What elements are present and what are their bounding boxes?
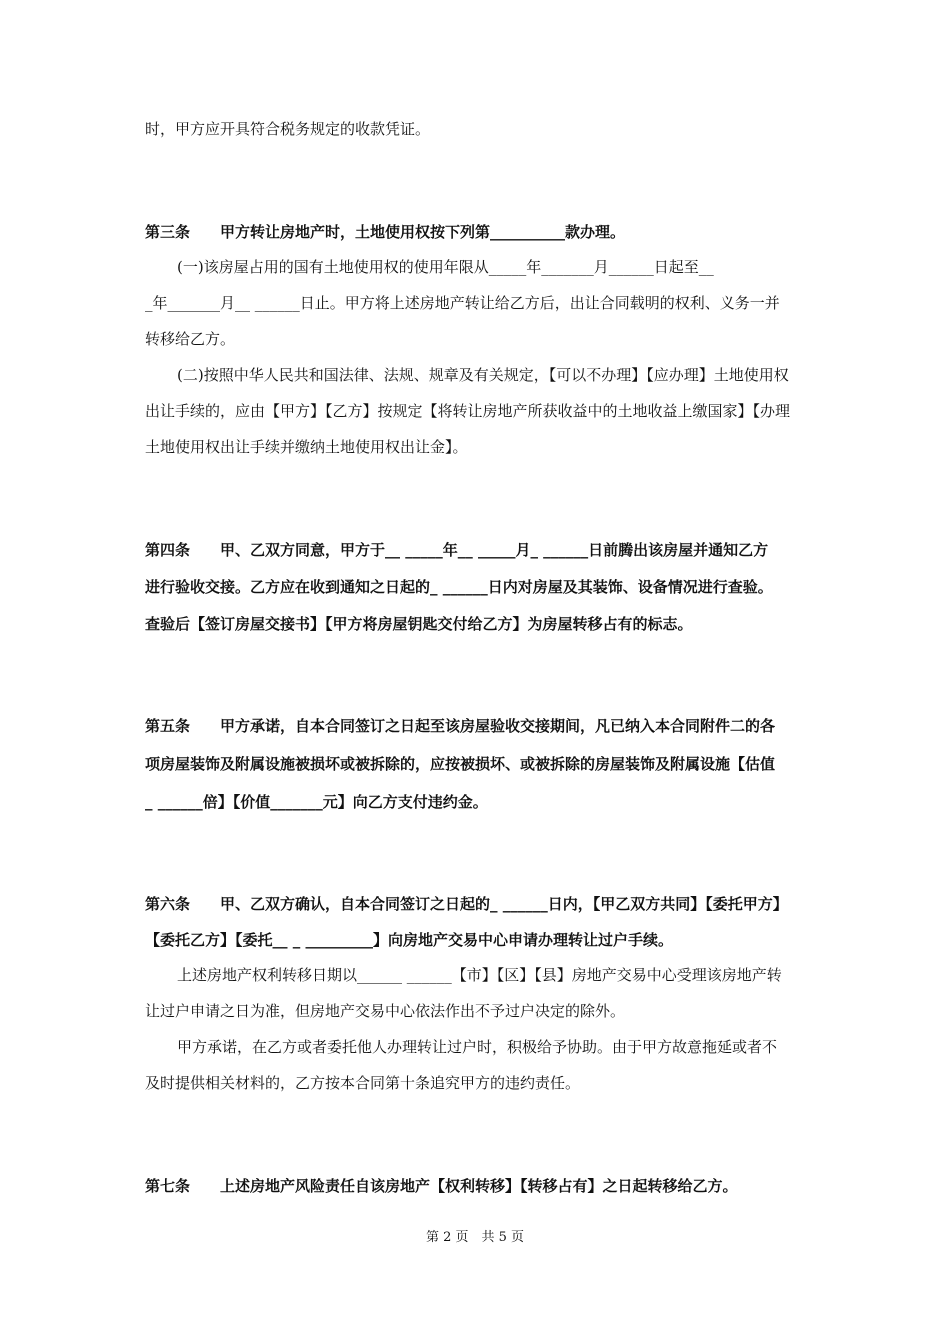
article-5-line-2: 项房屋装饰及附属设施被损坏或被拆除的，应按被损坏、或被拆除的房屋装饰及附属设施【估值 xyxy=(145,755,776,773)
article-3-clause-2-line-2: 出让手续的，应由【甲方】【乙方】按规定【将转让房地产所获收益中的土地收益上缴国家】【办理 xyxy=(145,402,791,420)
article-4-line-2: 进行验收交接。乙方应在收到通知之日起的_ ______日内对房屋及其装饰、设备情况进行查验。 xyxy=(145,578,773,596)
article-6-para-2-line-1: 甲方承诺，在乙方或者委托他人办理转让过户时，积极给予协助。由于甲方故意拖延或者不 xyxy=(177,1038,778,1056)
article-5-line-1: 第五条 甲方承诺，自本合同签订之日起至该房屋验收交接期间，凡已纳入本合同附件二的各 xyxy=(145,717,776,735)
article-5-line-3: _ ______倍】【价值_______元】向乙方支付违约金。 xyxy=(145,793,488,811)
article-3-clause-1-line-3: 转移给乙方。 xyxy=(145,330,236,348)
article-3-heading: 第三条 甲方转让房地产时，土地使用权按下列第__________款办理。 xyxy=(145,223,626,241)
article-3-clause-2-line-3: 土地使用权出让手续并缴纳土地使用权出让金】。 xyxy=(145,438,468,456)
article-7-line-1: 第七条 上述房地产风险责任自该房地产【权利转移】【转移占有】之日起转移给乙方。 xyxy=(145,1177,738,1195)
page-footer: 第 2 页 共 5 页 xyxy=(425,1230,525,1245)
article-6-para-1-line-2: 让过户申请之日为准，但房地产交易中心依法作出不予过户决定的除外。 xyxy=(145,1002,626,1020)
paragraph-continuation: 时，甲方应开具符合税务规定的收款凭证。 xyxy=(145,120,431,138)
article-6-line-2: 【委托乙方】【委托__ _ _________】向房地产交易中心申请办理转让过户手续。 xyxy=(145,931,673,949)
article-3-clause-1-line-1: (一)该房屋占用的国有土地使用权的使用年限从_____年_______月______日起至__ xyxy=(177,258,714,276)
article-6-para-1-line-1: 上述房地产权利转移日期以______ ______【市】【区】【县】房地产交易中心受理该房地产转 xyxy=(177,966,782,984)
article-3-clause-1-line-2: _年_______月__ ______日止。甲方将上述房地产转让给乙方后，出让合同载明的权利、义务一并 xyxy=(145,294,780,312)
article-4-line-3: 查验后【签订房屋交接书】【甲方将房屋钥匙交付给乙方】为房屋转移占有的标志。 xyxy=(145,615,693,633)
article-6-para-2-line-2: 及时提供相关材料的，乙方按本合同第十条追究甲方的违约责任。 xyxy=(145,1074,581,1092)
article-3-clause-2-line-1: (二)按照中华人民共和国法律、法规、规章及有关规定，【可以不办理】【应办理】土地使用权 xyxy=(177,366,789,384)
article-6-line-1: 第六条 甲、乙双方确认，自本合同签订之日起的_ ______日内，【甲乙双方共同】【委托甲方】 xyxy=(145,895,788,913)
article-4-line-1: 第四条 甲、乙双方同意，甲方于__ _____年__ _____月_ ______日前腾出该房屋并通知乙方 xyxy=(145,541,769,559)
